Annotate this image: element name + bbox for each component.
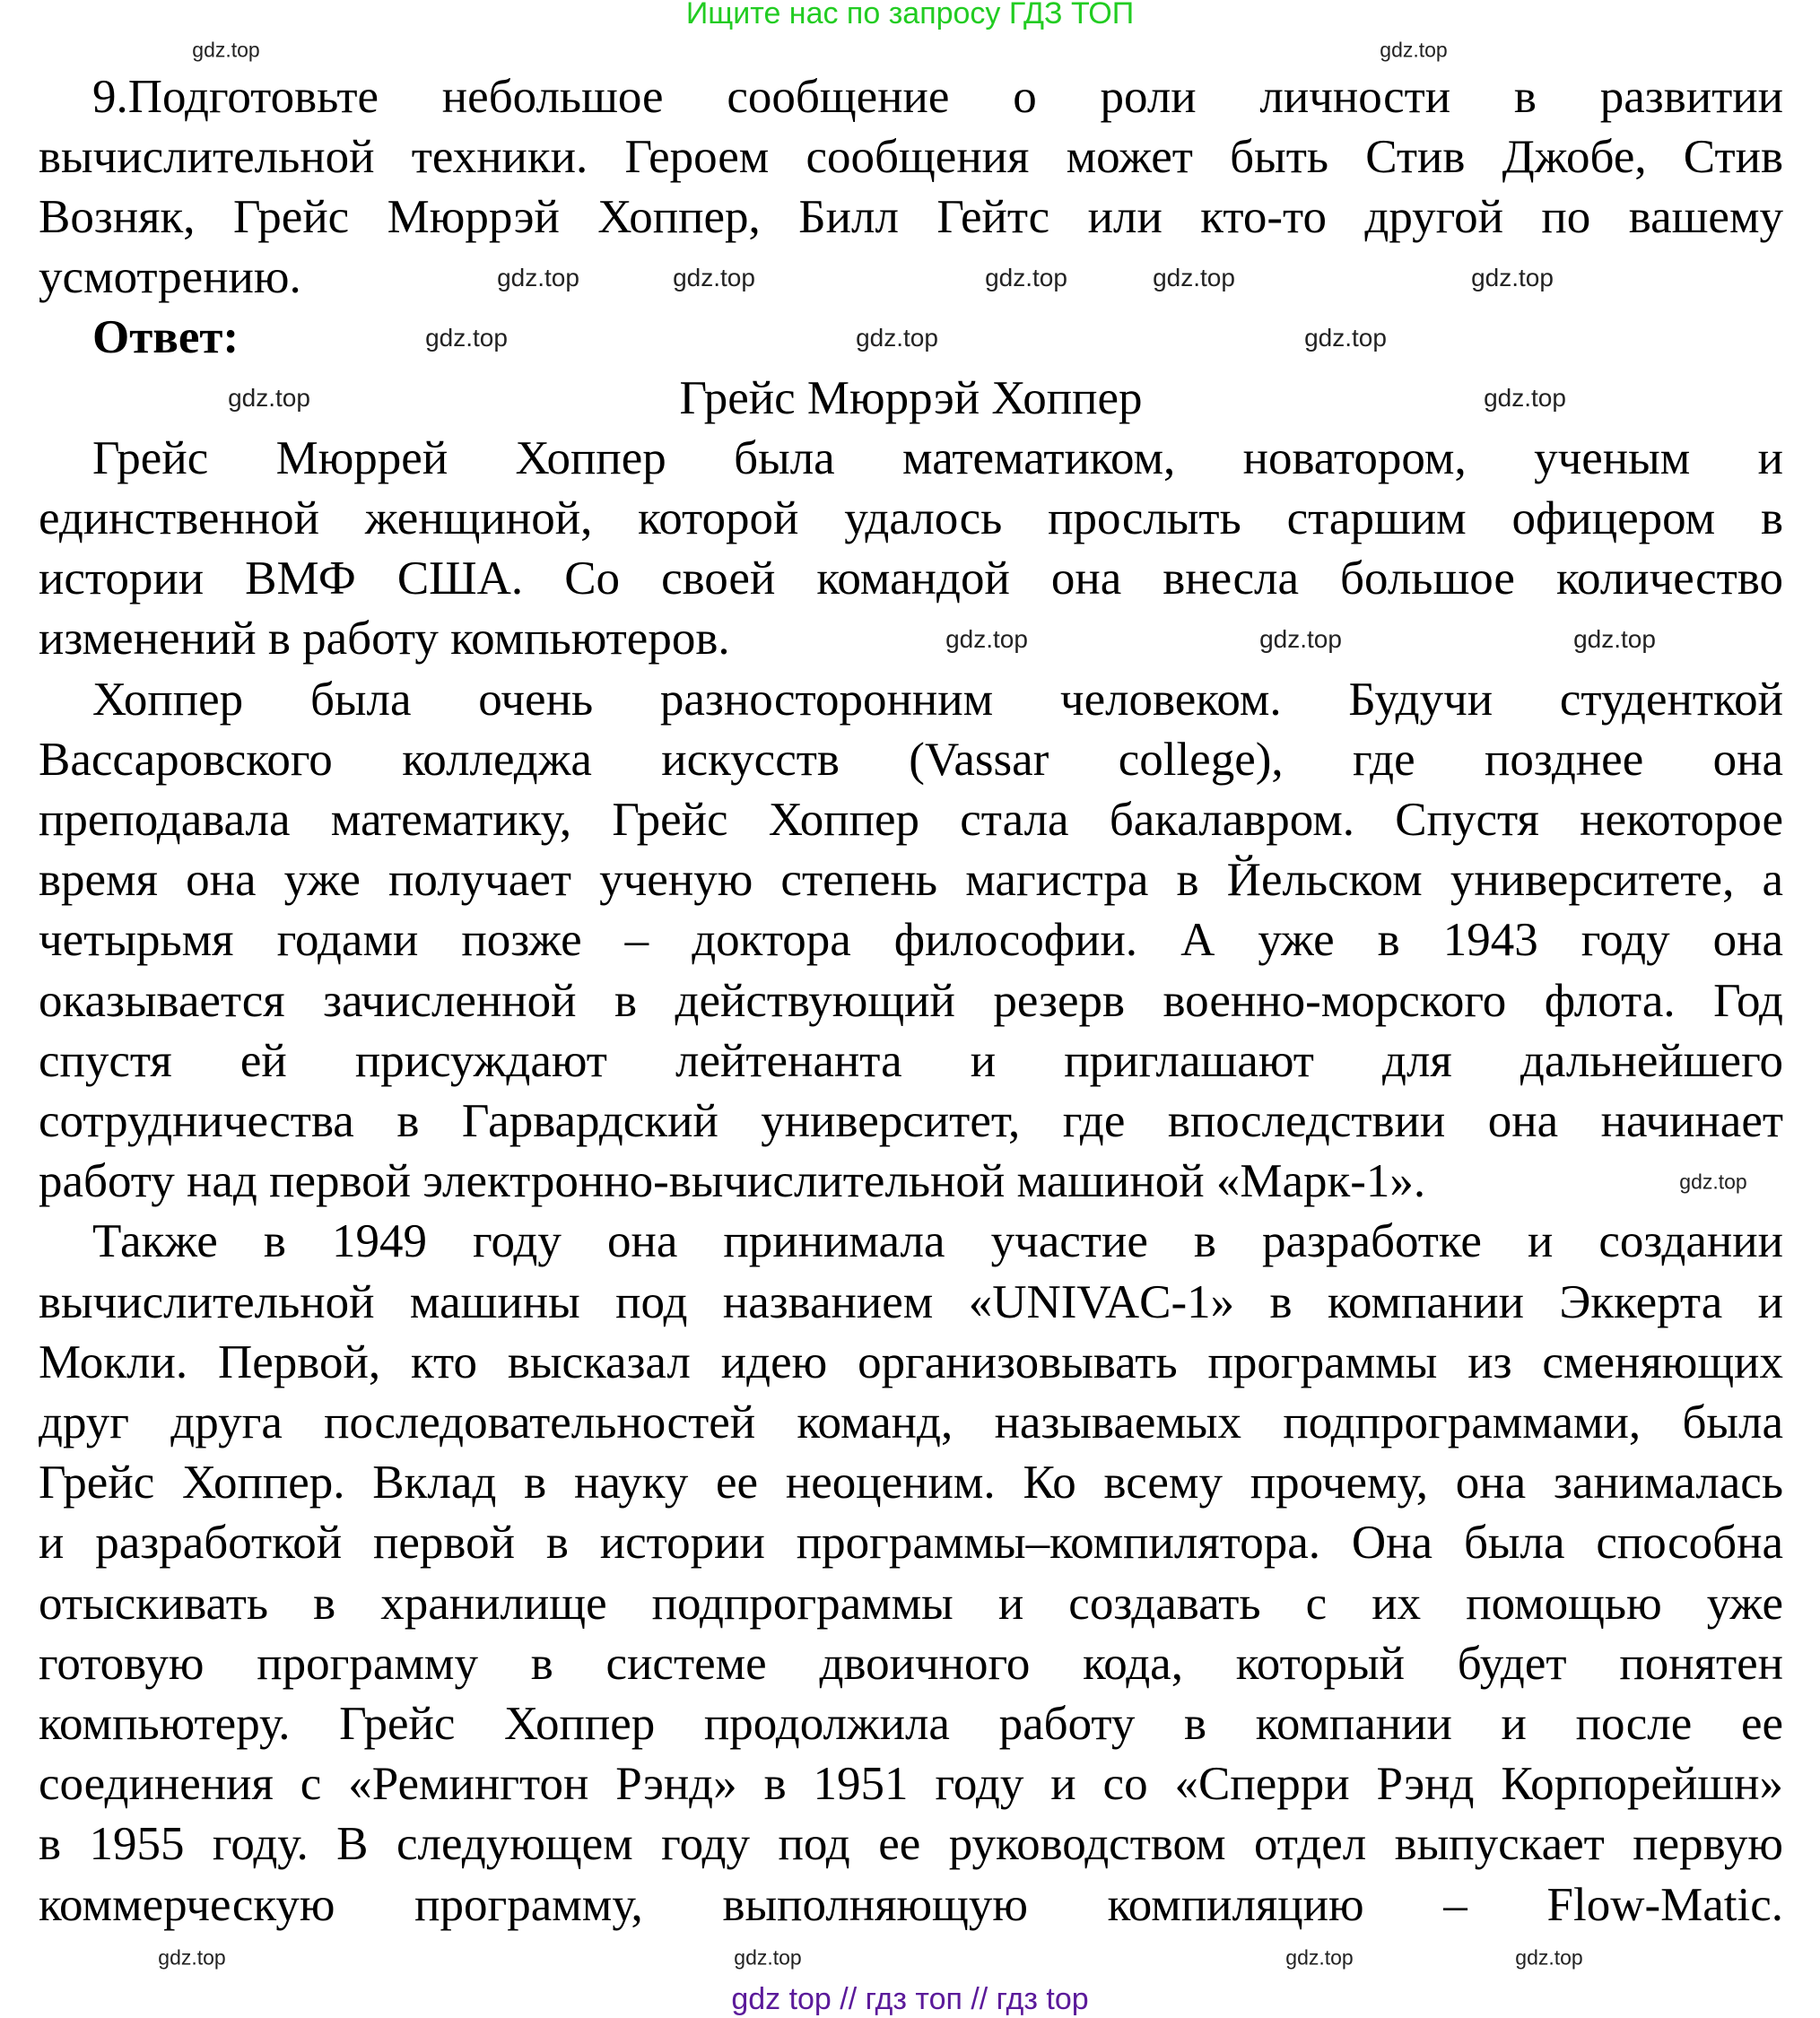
paragraph-line: спустя ей присуждают лейтенанта и приглашают для дальнейшего xyxy=(39,1034,1783,1087)
paragraph-line: Мокли. Первой, кто высказал идею организовывать программы из сменяющих xyxy=(39,1335,1783,1388)
watermark-text: gdz.top xyxy=(158,1945,226,1970)
watermark-text: gdz.top xyxy=(1484,384,1566,412)
watermark-text: gdz.top xyxy=(1259,624,1342,653)
paragraph-line: изменений в работу компьютеров. xyxy=(39,613,730,665)
paragraph-line: вычислительной машины под названием «UNIVAC-1» в компании Эккерта и xyxy=(39,1275,1783,1328)
paragraph-line: и разработкой первой в истории программы–компилятора. Она была способна xyxy=(39,1517,1783,1570)
paragraph-line: Также в 1949 году она принимала участие в разработке и создании xyxy=(92,1215,1783,1268)
paragraph-line: работу над первой электронно-вычислительной машиной «Марк-1». xyxy=(39,1155,1426,1208)
paragraph-line: в 1955 году. В следующем году под ее руководством отдел выпускает первую xyxy=(39,1818,1783,1871)
watermark-text: gdz.top xyxy=(1515,1945,1583,1970)
watermark-text: gdz.top xyxy=(228,384,310,412)
answer-title: Грейс Мюррэй Хоппер xyxy=(679,371,1143,424)
question-line: Возняк, Грейс Мюррэй Хоппер, Билл Гейтс или кто-то другой по вашему xyxy=(39,190,1783,243)
watermark-text: gdz.top xyxy=(856,323,938,352)
paragraph-line: друг друга последовательностей команд, называемых подпрограммами, была xyxy=(39,1396,1783,1448)
watermark-text: gdz.top xyxy=(192,38,260,62)
paragraph-line: преподавала математику, Грейс Хоппер стала бакалавром. Спустя некоторое xyxy=(39,793,1783,846)
watermark-text: gdz.top xyxy=(1471,263,1554,291)
paragraph-line: Вассаровского колледжа искусств (Vassar college), где позднее она xyxy=(39,733,1783,786)
paragraph-line: компьютеру. Грейс Хоппер продолжила работу в компании и после ее xyxy=(39,1697,1783,1750)
paragraph-line: Грейс Хоппер. Вклад в науку ее неоценим. Ко всему прочему, она занималась xyxy=(39,1457,1783,1509)
watermark-text: gdz.top xyxy=(945,624,1028,653)
question-line: 9.Подготовьте небольшое сообщение о роли личности в развитии xyxy=(92,70,1783,123)
watermark-text: gdz.top xyxy=(1679,1170,1747,1194)
watermark-text: gdz.top xyxy=(1304,323,1387,352)
question-line: вычислительной техники. Героем сообщения может быть Стив Джобе, Стив xyxy=(39,130,1783,183)
watermark-text: gdz.top xyxy=(425,323,508,352)
paragraph-line: Хоппер была очень разносторонним человеком. Будучи студенткой xyxy=(92,673,1783,726)
paragraph-line: четырьмя годами позже – доктора философии. А уже в 1943 году она xyxy=(39,914,1783,967)
watermark-text: gdz.top xyxy=(985,263,1067,291)
watermark-text: gdz.top xyxy=(1285,1945,1354,1970)
paragraph-line: оказывается зачисленной в действующий резерв военно-морского флота. Год xyxy=(39,974,1783,1027)
answer-label: Ответ: xyxy=(92,311,239,364)
watermark-text: gdz.top xyxy=(673,263,755,291)
paragraph-line: единственной женщиной, которой удалось прослыть старшим офицером в xyxy=(39,491,1783,544)
watermark-text: gdz.top xyxy=(1573,624,1656,653)
paragraph-line: коммерческую программу, выполняющую компиляцию – Flow-Matic. xyxy=(39,1878,1783,1931)
question-line: усмотрению. xyxy=(39,251,301,304)
paragraph-line: готовую программу в системе двоичного кода, который будет понятен xyxy=(39,1637,1783,1690)
header-banner: Ищите нас по запросу ГДЗ ТОП xyxy=(685,0,1135,30)
watermark-text: gdz.top xyxy=(734,1945,802,1970)
paragraph-line: соединения с «Ремингтон Рэнд» в 1951 году и со «Сперри Рэнд Корпорейшн» xyxy=(39,1758,1783,1811)
watermark-text: gdz.top xyxy=(1153,263,1235,291)
paragraph-line: истории ВМФ США. Со своей командой она внесла большое количество xyxy=(39,552,1783,605)
paragraph-line: время она уже получает ученую степень магистра в Йельском университете, а xyxy=(39,854,1783,907)
footer-banner: gdz top // гдз топ // гдз top xyxy=(731,1982,1089,2016)
watermark-text: gdz.top xyxy=(497,263,579,291)
watermark-text: gdz.top xyxy=(1380,38,1448,62)
paragraph-line: Грейс Мюррей Хоппер была математиком, новатором, ученым и xyxy=(92,431,1783,484)
paragraph-line: отыскивать в хранилище подпрограммы и создавать с их помощью уже xyxy=(39,1577,1783,1630)
paragraph-line: сотрудничества в Гарвардский университет, где впоследствии она начинает xyxy=(39,1094,1783,1147)
